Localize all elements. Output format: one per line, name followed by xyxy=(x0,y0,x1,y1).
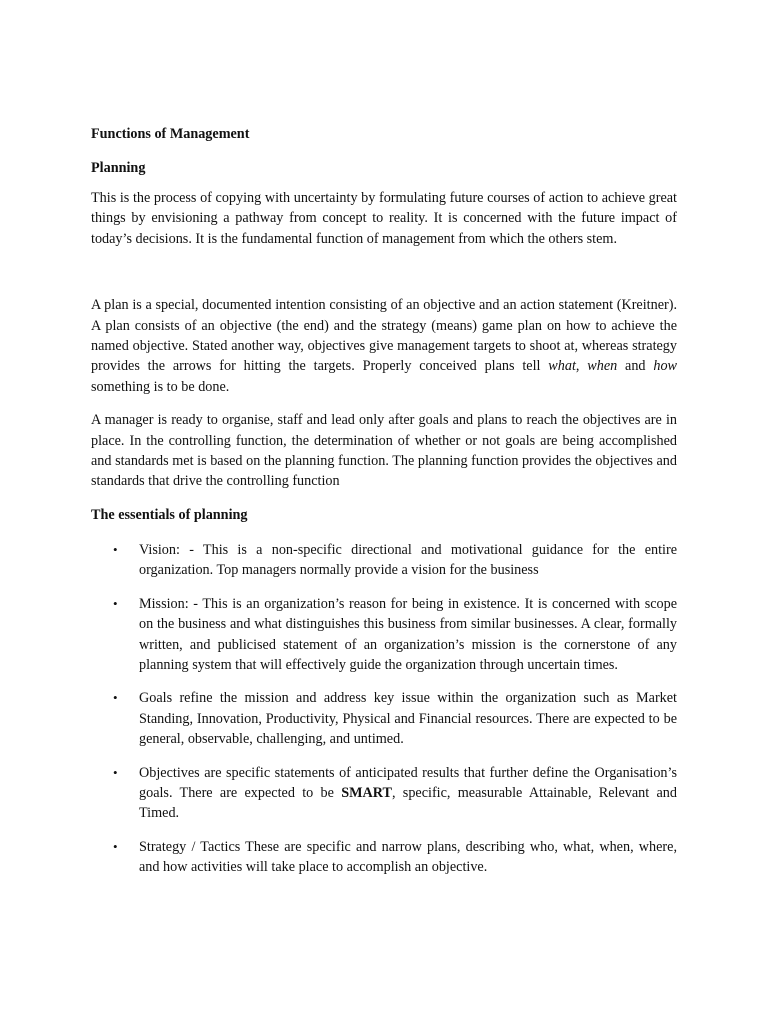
paragraph-text: A plan is a special, documented intention consisting of an objective and an action statement (Kreitner). A plan consists of an objective (the end) and the strategy (means) game plan on how to achieve the named objective. Stated another way, objectives give management targets to shoot at, whereas strategy provides the arrows for hitting the targets. Properly conceived plans tell xyxy=(91,297,677,375)
essentials-list xyxy=(91,540,677,878)
paragraph-text: something is to be done. xyxy=(91,378,230,395)
list-item-objectives xyxy=(91,763,677,824)
bullet-icon: • xyxy=(113,690,118,706)
list-item-mission xyxy=(91,594,677,676)
bullet-icon: • xyxy=(113,838,118,854)
list-item-text xyxy=(139,765,677,822)
bullet-icon: • xyxy=(113,764,118,780)
paragraph-manager-readiness: A manager is ready to organise, staff and lead only after goals and plans to reach the objectives are in place. In the controlling function, the determination of whether or not goals are being accomplished and standards met is based on the planning function. The planning function provides the objectives and standards that drive the controlling function xyxy=(91,412,677,490)
paragraph-planning-definition: This is the process of copying with uncertainty by formulating future courses of action to achieve great things by envisioning a pathway from concept to reality. It is concerned with the future impact of today’s decisions. It is the fundamental function of management from which the others stem. xyxy=(91,190,677,247)
italic-what: what xyxy=(548,358,576,375)
document-body xyxy=(91,124,677,891)
list-item-text: Vision: - This is a non-specific directional and motivational guidance for the entire organization. Top managers normally provide a vision for the business xyxy=(139,541,677,579)
bullet-icon: • xyxy=(113,595,118,611)
paragraph-plan-definition xyxy=(91,295,677,397)
objectives-text: , specific, measurable Attainable, Relevant and Timed. xyxy=(139,784,677,822)
list-item-text: Mission: - This is an organization’s reason for being in existence. It is concerned with scope on the business and what distinguishes this business from similar businesses. A clear, formally written, and publicised statement of an organization’s mission is the cornerstone of any planning system that will effectively guide the organization through uncertain times. xyxy=(139,595,677,673)
list-item-text: Goals refine the mission and address key issue within the organization such as Market Standing, Innovation, Productivity, Physical and Financial resources. There are expected to be general, observable, challenging, and untimed. xyxy=(139,690,677,748)
list-item-vision xyxy=(91,540,677,581)
document-title: Functions of Management xyxy=(91,126,250,142)
bullet-icon: • xyxy=(113,541,118,557)
list-item-text: Strategy / Tactics These are specific and narrow plans, describing who, what, when, where, and how activities will take place to accomplish an objective. xyxy=(139,838,677,876)
objectives-text: Objectives are specific statements of anticipated results that further define the Organisation’s goals. There are expected to be xyxy=(139,764,677,801)
list-item-strategy xyxy=(91,837,677,878)
italic-how: how xyxy=(653,358,678,375)
separator-text: and xyxy=(617,358,654,375)
italic-when: when xyxy=(587,358,618,375)
list-item-goals xyxy=(91,688,677,749)
smart-acronym: SMART xyxy=(341,784,392,801)
section-heading-essentials: The essentials of planning xyxy=(91,506,248,523)
separator-text: , xyxy=(575,358,588,375)
section-heading-planning: Planning xyxy=(91,160,146,176)
